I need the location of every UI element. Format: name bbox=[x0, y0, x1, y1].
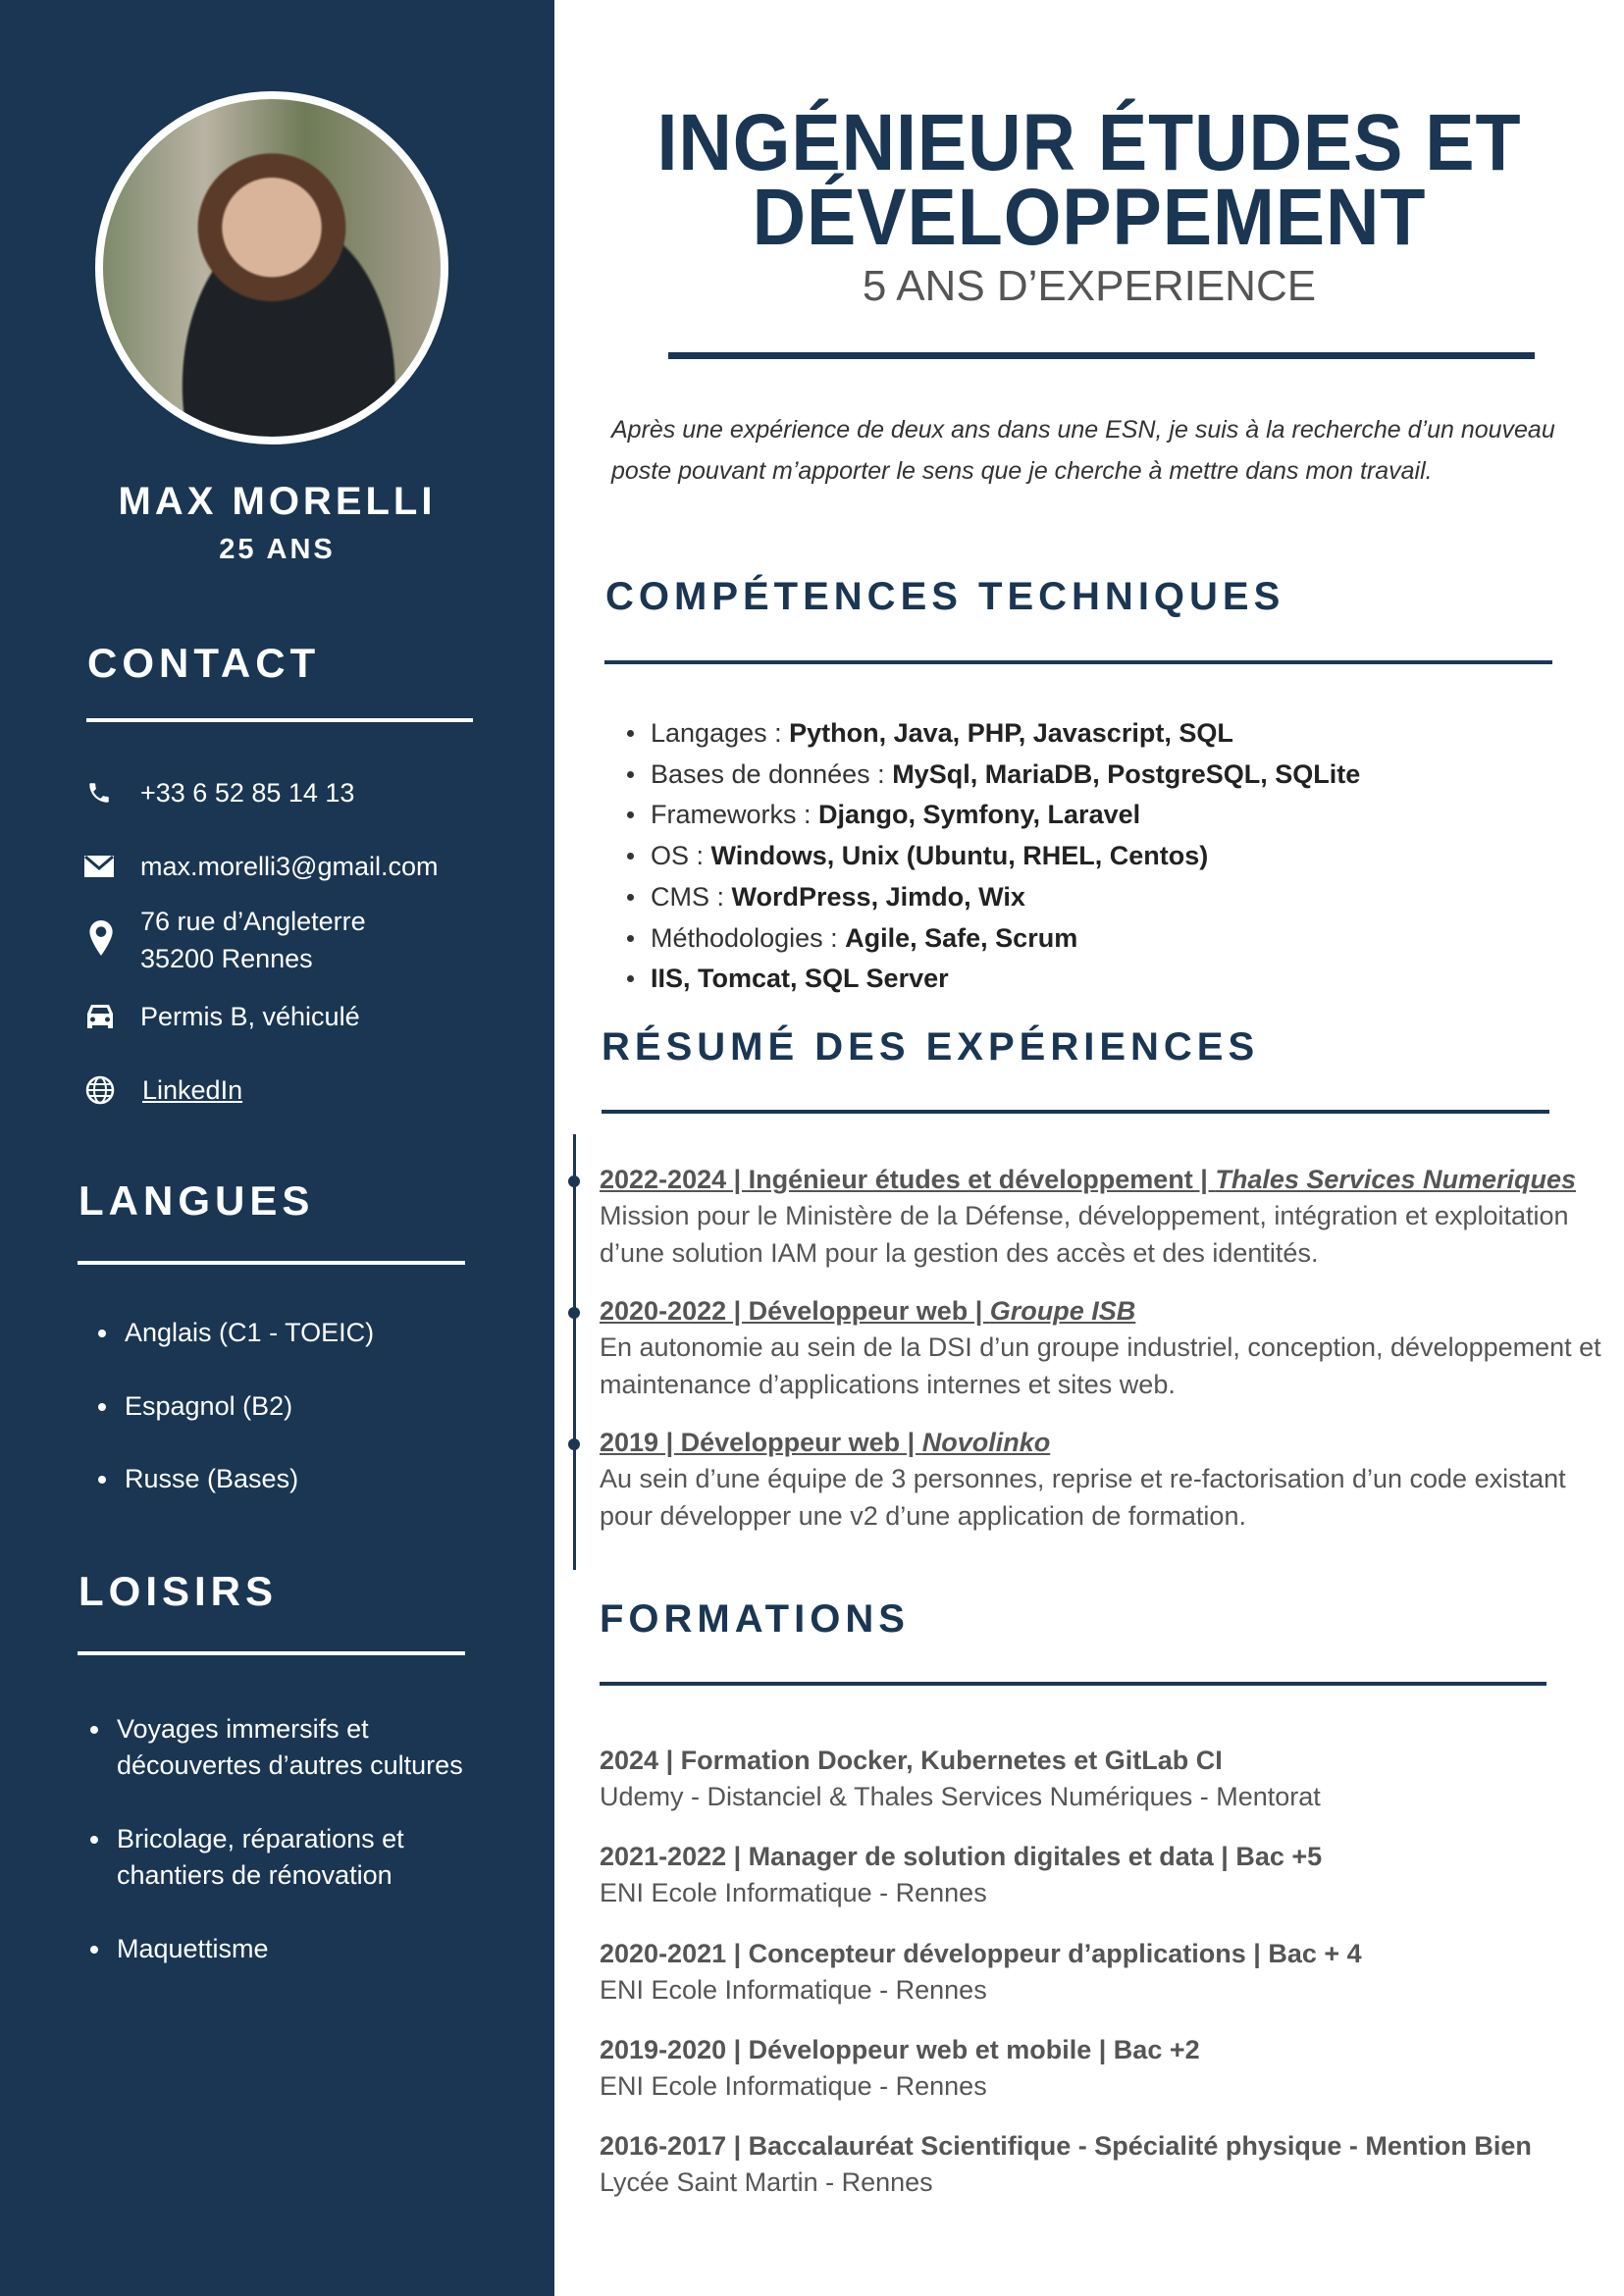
education-place: ENI Ecole Informatique - Rennes bbox=[600, 1878, 987, 1908]
intro-text bbox=[611, 409, 1555, 492]
skill-item bbox=[651, 714, 1233, 752]
hobby-line: Voyages immersifs et bbox=[117, 1714, 369, 1744]
education-place: Udemy - Distanciel & Thales Services Numériques - Mentorat bbox=[600, 1782, 1321, 1811]
hobby-line: découvertes d’autres cultures bbox=[117, 1750, 463, 1780]
experience-heading: RÉSUMÉ DES EXPÉRIENCES bbox=[602, 1025, 1260, 1069]
education-title: 2024 | Formation Docker, Kubernetes et GitLab CI bbox=[600, 1746, 1223, 1775]
experience-description: Au sein d’une équipe de 3 personnes, reprise et re-factorisation d’un code existant bbox=[600, 1464, 1566, 1493]
education-title: 2020-2021 | Concepteur développeur d’applications | Bac + 4 bbox=[600, 1938, 1362, 1968]
divider bbox=[602, 1110, 1549, 1114]
skill-value: Agile, Safe, Scrum bbox=[845, 922, 1078, 953]
skill-item bbox=[651, 837, 1208, 874]
experience-description: En autonomie au sein de la DSI d’un groupe industriel, conception, développement et bbox=[600, 1332, 1601, 1362]
divider bbox=[86, 718, 473, 722]
phone-icon bbox=[84, 778, 114, 808]
page-title bbox=[598, 98, 1582, 262]
contact-heading: CONTACT bbox=[87, 640, 321, 686]
education-title: 2019-2020 | Développeur web et mobile | Bac +2 bbox=[600, 2034, 1200, 2064]
experience-title[interactable] bbox=[600, 1162, 1576, 1197]
skill-value: MySql, MariaDB, PostgreSQL, SQLite bbox=[892, 758, 1361, 789]
hobby-item bbox=[117, 1711, 463, 1784]
skills-heading: COMPÉTENCES TECHNIQUES bbox=[605, 575, 1285, 618]
hobby-item bbox=[117, 1821, 404, 1894]
languages-heading: LANGUES bbox=[79, 1177, 315, 1224]
hobbies-heading: LOISIRS bbox=[79, 1568, 279, 1614]
contact-phone[interactable]: +33 6 52 85 14 13 bbox=[140, 778, 355, 808]
contact-address-line2: 35200 Rennes bbox=[140, 944, 313, 973]
timeline-dot bbox=[568, 1307, 580, 1319]
skill-item bbox=[651, 960, 949, 997]
skill-label: CMS : bbox=[651, 881, 732, 912]
car-icon bbox=[85, 1002, 115, 1031]
timeline-dot bbox=[568, 1438, 580, 1450]
divider bbox=[600, 1682, 1546, 1686]
skill-value: Django, Symfony, Laravel bbox=[818, 800, 1141, 830]
education-place: ENI Ecole Informatique - Rennes bbox=[600, 2070, 987, 2101]
skill-label: OS : bbox=[651, 841, 711, 871]
linkedin-link[interactable]: LinkedIn bbox=[142, 1075, 243, 1105]
contact-email[interactable]: max.morelli3@gmail.com bbox=[140, 852, 439, 881]
hobby-item: Maquettisme bbox=[117, 1931, 269, 1967]
skill-item bbox=[651, 878, 1025, 915]
experience-role: 2019 | Développeur web | bbox=[600, 1428, 922, 1457]
hobby-line: Bricolage, réparations et bbox=[117, 1824, 404, 1853]
subtitle: 5 ANS D’EXPERIENCE bbox=[862, 262, 1317, 310]
language-item: Espagnol (B2) bbox=[125, 1388, 292, 1425]
person-age: 25 ANS bbox=[219, 534, 336, 565]
skill-label: Frameworks : bbox=[651, 800, 819, 830]
hobby-line: chantiers de rénovation bbox=[117, 1860, 393, 1890]
profile-photo bbox=[95, 91, 448, 444]
skill-value: Windows, Unix (Ubuntu, RHEL, Centos) bbox=[710, 841, 1209, 871]
education-place: ENI Ecole Informatique - Rennes bbox=[600, 1974, 987, 2005]
experience-company: Novolinko bbox=[921, 1428, 1051, 1457]
globe-icon bbox=[85, 1075, 115, 1105]
skill-value: Python, Java, PHP, Javascript, SQL bbox=[789, 718, 1233, 748]
timeline-dot bbox=[568, 1175, 580, 1187]
envelope-icon bbox=[84, 852, 114, 881]
title-line: DÉVELOPPEMENT bbox=[752, 173, 1427, 262]
experience-company: Groupe ISB bbox=[989, 1296, 1136, 1326]
language-item: Anglais (C1 - TOEIC) bbox=[125, 1315, 374, 1351]
sidebar bbox=[0, 0, 554, 2296]
skill-label: Bases de données : bbox=[651, 758, 893, 789]
experience-role: 2020-2022 | Développeur web | bbox=[600, 1296, 990, 1326]
education-title: 2021-2022 | Manager de solution digitales et data | Bac +5 bbox=[600, 1842, 1323, 1872]
contact-address-line1: 76 rue d’Angleterre bbox=[140, 907, 366, 936]
experience-description: maintenance d’applications internes et sites web. bbox=[600, 1369, 1176, 1399]
divider bbox=[604, 660, 1552, 664]
skill-item bbox=[651, 756, 1360, 793]
skill-label: Langages : bbox=[651, 718, 790, 748]
divider bbox=[78, 1261, 465, 1265]
experience-description: Mission pour le Ministère de la Défense, développement, intégration et exploitation bbox=[600, 1201, 1569, 1230]
experience-company: Thales Services Numeriques bbox=[1215, 1165, 1577, 1194]
intro-line: poste pouvant m’apporter le sens que je cherche à mettre dans mon travail. bbox=[611, 457, 1433, 485]
timeline-line bbox=[573, 1134, 576, 1570]
language-item: Russe (Bases) bbox=[125, 1461, 298, 1497]
experience-description: d’une solution IAM pour la gestion des accès et des identités. bbox=[600, 1237, 1319, 1268]
skill-item bbox=[651, 919, 1077, 957]
skill-value: WordPress, Jimdo, Wix bbox=[731, 881, 1025, 912]
divider bbox=[78, 1651, 465, 1655]
intro-line: Après une expérience de deux ans dans une ESN, je suis à la recherche d’un nouveau bbox=[611, 416, 1555, 444]
experience-role: 2022-2024 | Ingénieur études et développement | bbox=[600, 1165, 1216, 1194]
title-line: INGÉNIEUR ÉTUDES ET bbox=[656, 98, 1522, 187]
skill-item bbox=[651, 796, 1140, 833]
title-divider bbox=[668, 352, 1535, 359]
education-heading: FORMATIONS bbox=[600, 1597, 910, 1641]
experience-title[interactable] bbox=[600, 1425, 1050, 1460]
map-pin-icon bbox=[86, 923, 116, 953]
contact-license: Permis B, véhiculé bbox=[140, 1002, 360, 1031]
education-title: 2016-2017 | Baccalauréat Scientifique - Spécialité physique - Mention Bien bbox=[600, 2131, 1532, 2162]
experience-description: pour développer une v2 d’une application de formation. bbox=[600, 1500, 1246, 1531]
person-name: MAX MORELLI bbox=[118, 480, 437, 523]
skill-value: IIS, Tomcat, SQL Server bbox=[651, 964, 949, 994]
skill-label: Méthodologies : bbox=[651, 922, 846, 953]
experience-title[interactable] bbox=[600, 1293, 1135, 1329]
education-place: Lycée Saint Martin - Rennes bbox=[600, 2167, 933, 2198]
